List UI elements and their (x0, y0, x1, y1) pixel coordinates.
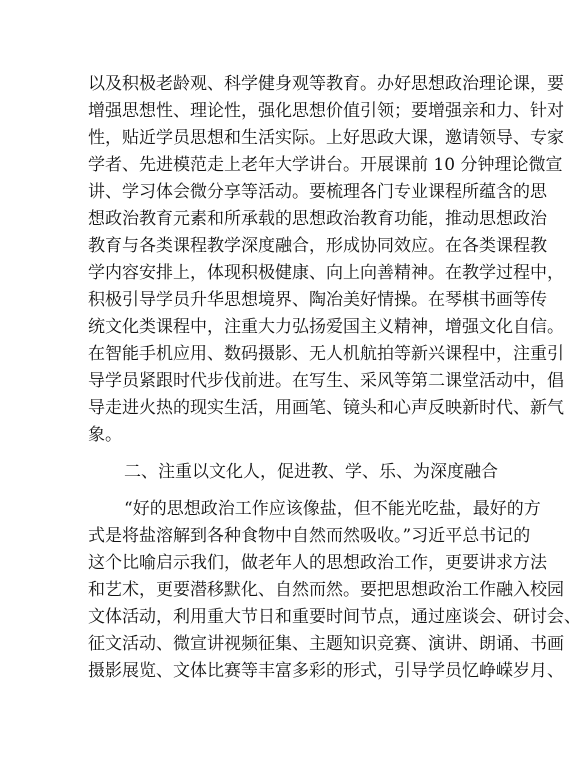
body-text-line: 文体活动，利用重大节日和重要时间节点，通过座谈会、研讨会、 (88, 607, 581, 627)
body-text-line: 导走进火热的现实生活，用画笔、镜头和心声反映新时代、新气 (88, 398, 564, 418)
body-text-line: 征文活动、微宣讲视频征集、主题知识竞赛、演讲、朗诵、书画 (88, 634, 564, 654)
body-text-line: “好的思想政治工作应该像盐，但不能光吃盐，最好的方 (124, 499, 541, 519)
body-text-line: 学内容安排上，体现积极健康、向上向善精神。在教学过程中， (88, 263, 564, 283)
body-text-line: 积极引导学员升华思想境界、陶冶美好情操。在琴棋书画等传 (88, 290, 547, 310)
body-text-line: 性，贴近学员思想和生活实际。上好思政大课，邀请领导、专家 (88, 128, 564, 148)
body-text-line: 增强思想性、理论性，强化思想价值引领；要增强亲和力、针对 (88, 101, 564, 121)
body-text-line: 式是将盐溶解到各种食物中自然而然吸收。”习近平总书记的 (88, 526, 531, 546)
body-text-line: 导学员紧跟时代步伐前进。在写生、采风等第二课堂活动中，倡 (88, 371, 564, 391)
body-text-line: 象。 (88, 425, 122, 445)
body-text-line: 统文化类课程中，注重大力弘扬爱国主义精神，增强文化自信。 (88, 317, 564, 337)
body-text-line: 这个比喻启示我们，做老年人的思想政治工作，更要讲求方法 (88, 553, 547, 573)
body-text-line: 和艺术，更要潜移默化、自然而然。要把思想政治工作融入校园 (88, 580, 564, 600)
body-text-line: 讲、学习体会微分享等活动。要梳理各门专业课程所蕴含的思 (88, 182, 547, 202)
body-text-line: 以及积极老龄观、科学健身观等教育。办好思想政治理论课，要 (88, 74, 564, 94)
body-text-line: 摄影展览、文体比赛等丰富多彩的形式，引导学员忆峥嵘岁月、 (88, 661, 564, 681)
body-text-line: 想政治教育元素和所承载的思想政治教育功能，推动思想政治 (88, 209, 547, 229)
body-text-line: 在智能手机应用、数码摄影、无人机航拍等新兴课程中，注重引 (88, 344, 564, 364)
body-text-line: 教育与各类课程教学深度融合，形成协同效应。在各类课程教 (88, 236, 547, 256)
body-text-line: 学者、先进模范走上老年大学讲台。开展课前 10 分钟理论微宣 (88, 155, 563, 175)
section-heading: 二、注重以文化人，促进教、学、乐、为深度融合 (124, 462, 498, 482)
